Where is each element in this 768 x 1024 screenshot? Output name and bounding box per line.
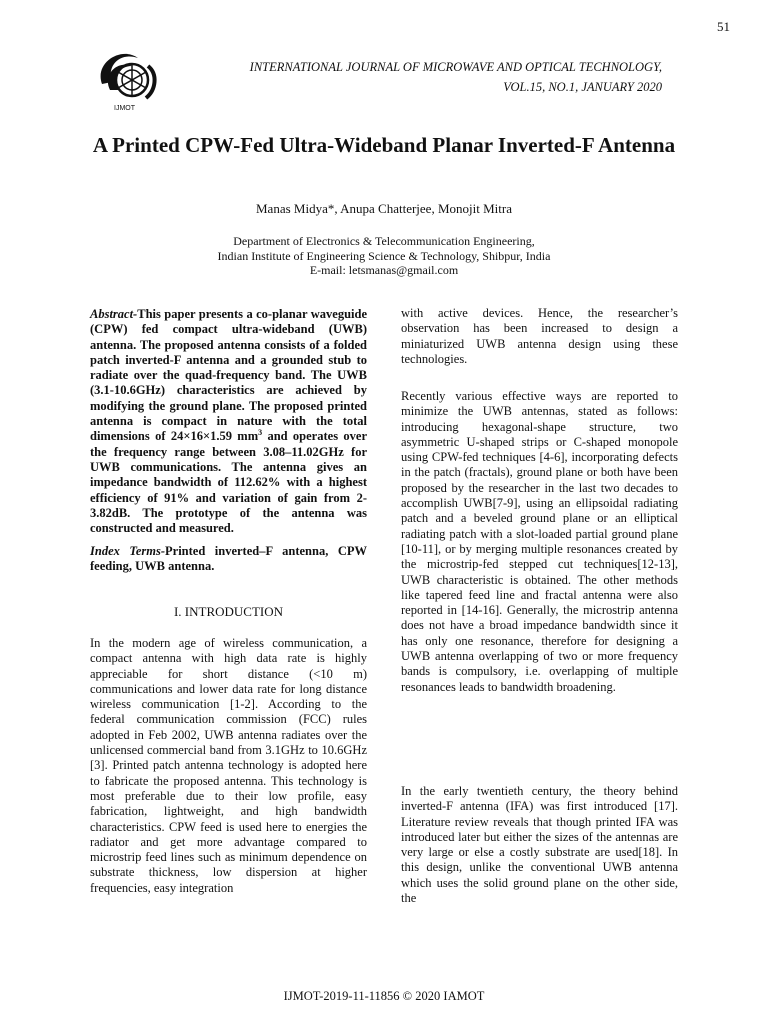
affiliation-institute: Indian Institute of Engineering Science & Technology, Shibpur, India bbox=[217, 248, 551, 263]
abstract-superscript: 3 bbox=[258, 428, 263, 438]
abstract-label: Abstract- bbox=[90, 307, 138, 321]
right-paragraph-2 bbox=[401, 389, 678, 695]
body-paragraph: In the early twentieth century, the theory behind inverted-F antenna (IFA) was first introduced [17]. Literature review reveals that though printed IFA was introduced later but either the sizes of the antennas are very large or else a costly substrate are used[18]. In this design, unlike the conventional UWB antenna which uses the solid ground plane on the other side, the bbox=[401, 784, 678, 906]
journal-issue: VOL.15, NO.1, JANUARY 2020 bbox=[503, 80, 662, 94]
abstract-text: This paper presents a co-planar waveguide (CPW) fed compact ultra-wideband (UWB) antenna. The proposed antenna consists of a folded patch inverted-F antenna and a grounded stub to radiate over the quad-frequency band. The UWB (3.1-10.6GHz) characteristics are achieved by modifying the ground plane. The proposed printed antenna is compact in nature with the total dimensions of 24×16×1.59 mm bbox=[90, 307, 367, 444]
body-paragraph: with active devices. Hence, the researcher’s observation has been increased to design a miniaturized UWB antenna design using these technologies. bbox=[401, 306, 678, 366]
logo-text: IJMOT bbox=[114, 105, 135, 112]
paper-title: A Printed CPW-Fed Ultra-Wideband Planar Inverted-F Antenna bbox=[92, 133, 676, 157]
journal-logo bbox=[92, 44, 158, 112]
right-paragraph-3 bbox=[401, 784, 678, 906]
authors: Manas Midya*, Anupa Chatterjee, Monojit Mitra bbox=[256, 201, 512, 216]
body-paragraph: In the modern age of wireless communication, a compact antenna with high data rate is highly appreciable for short distance (<10 m) communications and lower data rate for long distance wireless communication [1-2]. According to the federal communication commission (FCC) rules adopted in Feb 2002, UWB antenna radiates over the unlicensed commercial band from 3.1GHz to 10.6GHz [3]. Printed patch antenna technology is adopted here to fabricate the proposed antenna. This technology is most preferable due to their low profile, easy fabrication, lightweight, and high bandwidth characteristics. CPW feed is used here to energies the radiator and get more advantage compared to microstrip feed lines such as minimum dependence on substrate thickness, low dispersion at higher frequencies, easy integration bbox=[90, 636, 367, 895]
page-footer: IJMOT-2019-11-11856 © 2020 IAMOT bbox=[283, 989, 485, 1003]
index-terms-label: Index Terms- bbox=[90, 544, 166, 558]
abstract-text-cont: and operates over the frequency range between 3.08–11.02GHz for UWB communications. The antenna gives an impedance bandwidth of 112.62% with a highest efficiency of 91% and variation of gain from 2-3.82dB. The prototype of the antenna was constructed and measured. bbox=[90, 429, 367, 536]
page-number: 51 bbox=[717, 19, 730, 34]
index-terms bbox=[90, 544, 367, 575]
journal-name: INTERNATIONAL JOURNAL OF MICROWAVE AND OPTICAL TECHNOLOGY, bbox=[249, 60, 662, 74]
body-paragraph: Recently various effective ways are reported to minimize the UWB antennas, stated as follows: introducing hexagonal-shape structure, two asymmetric U-shaped strips or C-shaped monopole using CPW-fed techniques [4-6], incorporating defects in the patch (fractals), ground plane or both have been proposed by the researcher in the last two decades to accomplish UWB[7-9], using an ellipsoidal radiating patch and a beveled ground plane or an elliptical radiating patch with a slot-loaded partial ground plane [10-11], or by merging multiple resonances created by the microstrip-fed stepped cut techniques[12-13], UWB characteristic is obtained. The other methods like tapered feed line and fractal antenna were also reported in [14-16]. Generally, the microstrip antenna does not have a broad impedance bandwidth since it has only one resonance, therefore for designing a UWB antenna overlapping of two or more frequency bands is compulsory, i.e. overlapping of multiple resonances leads to bandwidth broadening. bbox=[401, 389, 678, 694]
contact-email: E-mail: letsmanas@gmail.com bbox=[309, 263, 459, 277]
right-paragraph-1 bbox=[401, 306, 678, 367]
introduction-paragraph bbox=[90, 636, 367, 896]
abstract bbox=[90, 307, 367, 536]
affiliation-department: Department of Electronics & Telecommunication Engineering, bbox=[233, 234, 535, 248]
index-terms-text: Printed inverted–F antenna, CPW feeding, UWB antenna. bbox=[90, 544, 367, 574]
section-heading-introduction: I. INTRODUCTION bbox=[173, 604, 284, 619]
